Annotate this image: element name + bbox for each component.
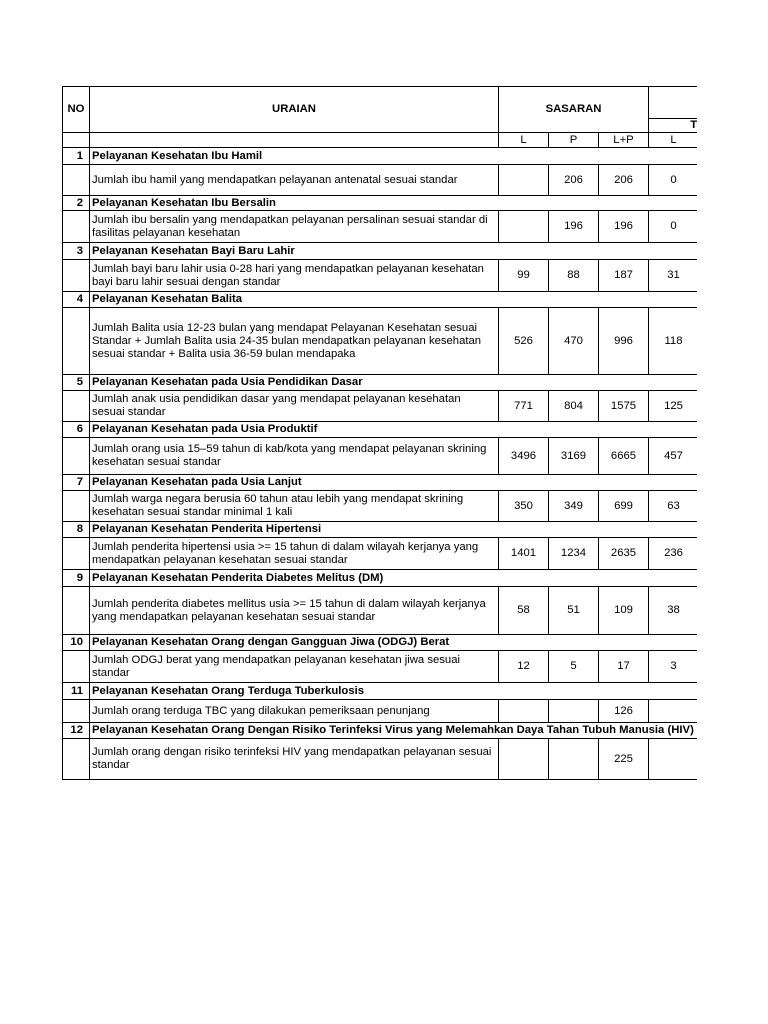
achieved-l: 236 (649, 538, 699, 570)
section-row (63, 683, 739, 700)
section-title: Pelayanan Kesehatan Bayi Baru Lahir (90, 243, 739, 260)
section-title: Pelayanan Kesehatan pada Usia Lanjut (90, 475, 739, 491)
section-row (63, 292, 739, 308)
section-title: Pelayanan Kesehatan Orang Terduga Tuberkulosis (90, 683, 739, 700)
section-title: Pelayanan Kesehatan Balita (90, 292, 739, 308)
target-p: 470 (549, 308, 599, 375)
header-uraian: URAIAN (90, 87, 499, 133)
section-number: 8 (63, 522, 90, 538)
indicator-row (63, 739, 739, 780)
section-row (63, 196, 739, 211)
achieved-l (649, 739, 699, 780)
achieved-l: 118 (649, 308, 699, 375)
indicator-description: Jumlah penderita hipertensi usia >= 15 tahun di dalam wilayah kerjanya yang mendapatkan pelayanan kesehatan sesuai standar (90, 538, 499, 570)
section-number: 11 (63, 683, 90, 700)
indicator-description: Jumlah Balita usia 12-23 bulan yang mendapat Pelayanan Kesehatan sesuai Standar + Jumlah Balita usia 24-35 bulan mendapatkan pelayanan kesehatan sesuai standar + Balita usia 36-59 bulan mendapaka (90, 308, 499, 375)
section-title: Pelayanan Kesehatan Ibu Hamil (90, 148, 739, 165)
page-edge-clip (697, 0, 768, 1024)
achieved-l (649, 700, 699, 723)
section-title: Pelayanan Kesehatan pada Usia Produktif (90, 422, 739, 438)
indicator-description: Jumlah ODGJ berat yang mendapatkan pelayanan kesehatan jiwa sesuai standar (90, 651, 499, 683)
target-p (549, 700, 599, 723)
section-number: 1 (63, 148, 90, 165)
target-l: 58 (499, 587, 549, 635)
section-title: Pelayanan Kesehatan pada Usia Pendidikan Dasar (90, 375, 739, 391)
achieved-l: 38 (649, 587, 699, 635)
indicator-description: Jumlah ibu hamil yang mendapatkan pelayanan antenatal sesuai standar (90, 165, 499, 196)
target-p: 196 (549, 211, 599, 243)
indicator-description: Jumlah ibu bersalin yang mendapatkan pelayanan persalinan sesuai standar di fasilitas pelayanan kesehatan (90, 211, 499, 243)
target-l: 12 (499, 651, 549, 683)
header-row-1 (63, 87, 739, 119)
indicator-description: Jumlah orang usia 15–59 tahun di kab/kota yang mendapat pelayanan skrining kesehatan sesuai standar (90, 438, 499, 475)
indicator-row (63, 651, 739, 683)
section-row (63, 570, 739, 587)
target-p: 804 (549, 391, 599, 422)
indicator-description: Jumlah bayi baru lahir usia 0-28 hari yang mendapatkan pelayanan kesehatan bayi baru lahir sesuai dengan standar (90, 260, 499, 292)
target-l (499, 739, 549, 780)
section-number: 10 (63, 635, 90, 651)
section-row (63, 522, 739, 538)
target-l (499, 211, 549, 243)
target-p (549, 739, 599, 780)
target-lp: 206 (599, 165, 649, 196)
target-p: 206 (549, 165, 599, 196)
target-p: 5 (549, 651, 599, 683)
target-lp: 699 (599, 491, 649, 522)
section-number: 3 (63, 243, 90, 260)
indicator-row (63, 491, 739, 522)
target-l: 526 (499, 308, 549, 375)
header-p: P (549, 133, 599, 148)
section-title: Pelayanan Kesehatan Penderita Diabetes Melitus (DM) (90, 570, 739, 587)
target-p: 1234 (549, 538, 599, 570)
section-number: 2 (63, 196, 90, 211)
target-l (499, 165, 549, 196)
section-title: Pelayanan Kesehatan Orang dengan Gangguan Jiwa (ODGJ) Berat (90, 635, 739, 651)
indicator-description: Jumlah orang dengan risiko terinfeksi HIV yang mendapatkan pelayanan sesuai standar (90, 739, 499, 780)
indicator-row (63, 165, 739, 196)
header-no: NO (63, 87, 90, 133)
indicator-description: Jumlah penderita diabetes mellitus usia >= 15 tahun di dalam wilayah kerjanya yang mendapatkan pelayanan kesehatan sesuai standar (90, 587, 499, 635)
section-number: 12 (63, 723, 90, 739)
header-sasaran: SASARAN (499, 87, 649, 133)
target-lp: 187 (599, 260, 649, 292)
target-p: 88 (549, 260, 599, 292)
indicator-row (63, 700, 739, 723)
target-lp: 126 (599, 700, 649, 723)
header-l2: L (649, 133, 699, 148)
achieved-l: 0 (649, 211, 699, 243)
target-l (499, 700, 549, 723)
achieved-l: 457 (649, 438, 699, 475)
section-row (63, 375, 739, 391)
indicator-row (63, 260, 739, 292)
header-row-3 (63, 133, 739, 148)
achieved-l: 31 (649, 260, 699, 292)
indicator-row (63, 391, 739, 422)
section-number: 5 (63, 375, 90, 391)
section-row (63, 635, 739, 651)
section-number: 9 (63, 570, 90, 587)
target-lp: 109 (599, 587, 649, 635)
section-row (63, 243, 739, 260)
header-l: L (499, 133, 549, 148)
indicator-description: Jumlah anak usia pendidikan dasar yang mendapat pelayanan kesehatan sesuai standar (90, 391, 499, 422)
indicator-description: Jumlah orang terduga TBC yang dilakukan pemeriksaan penunjang (90, 700, 499, 723)
indicator-row (63, 587, 739, 635)
section-title: Pelayanan Kesehatan Orang Dengan Risiko Terinfeksi Virus yang Melemahkan Daya Tahan Tubuh Manusia (HIV) (90, 723, 739, 739)
target-p: 3169 (549, 438, 599, 475)
section-number: 4 (63, 292, 90, 308)
header-cut-off: T (649, 119, 739, 133)
achieved-l: 0 (649, 165, 699, 196)
achieved-l: 3 (649, 651, 699, 683)
indicator-row (63, 438, 739, 475)
target-l: 99 (499, 260, 549, 292)
header-lp: L+P (599, 133, 649, 148)
section-title: Pelayanan Kesehatan Ibu Bersalin (90, 196, 739, 211)
section-number: 7 (63, 475, 90, 491)
target-lp: 196 (599, 211, 649, 243)
section-title: Pelayanan Kesehatan Penderita Hipertensi (90, 522, 739, 538)
target-p: 51 (549, 587, 599, 635)
target-lp: 996 (599, 308, 649, 375)
target-lp: 2635 (599, 538, 649, 570)
indicator-row (63, 211, 739, 243)
achieved-l: 125 (649, 391, 699, 422)
target-lp: 1575 (599, 391, 649, 422)
indicator-description: Jumlah warga negara berusia 60 tahun atau lebih yang mendapat skrining kesehatan sesuai standar minimal 1 kali (90, 491, 499, 522)
target-lp: 225 (599, 739, 649, 780)
indicator-row (63, 538, 739, 570)
section-row (63, 148, 739, 165)
target-l: 3496 (499, 438, 549, 475)
target-l: 1401 (499, 538, 549, 570)
target-l: 350 (499, 491, 549, 522)
spm-table (62, 86, 739, 780)
achieved-l: 63 (649, 491, 699, 522)
section-number: 6 (63, 422, 90, 438)
section-row (63, 422, 739, 438)
section-row (63, 723, 739, 739)
target-p: 349 (549, 491, 599, 522)
target-lp: 17 (599, 651, 649, 683)
section-row (63, 475, 739, 491)
target-l: 771 (499, 391, 549, 422)
target-lp: 6665 (599, 438, 649, 475)
indicator-row (63, 308, 739, 375)
